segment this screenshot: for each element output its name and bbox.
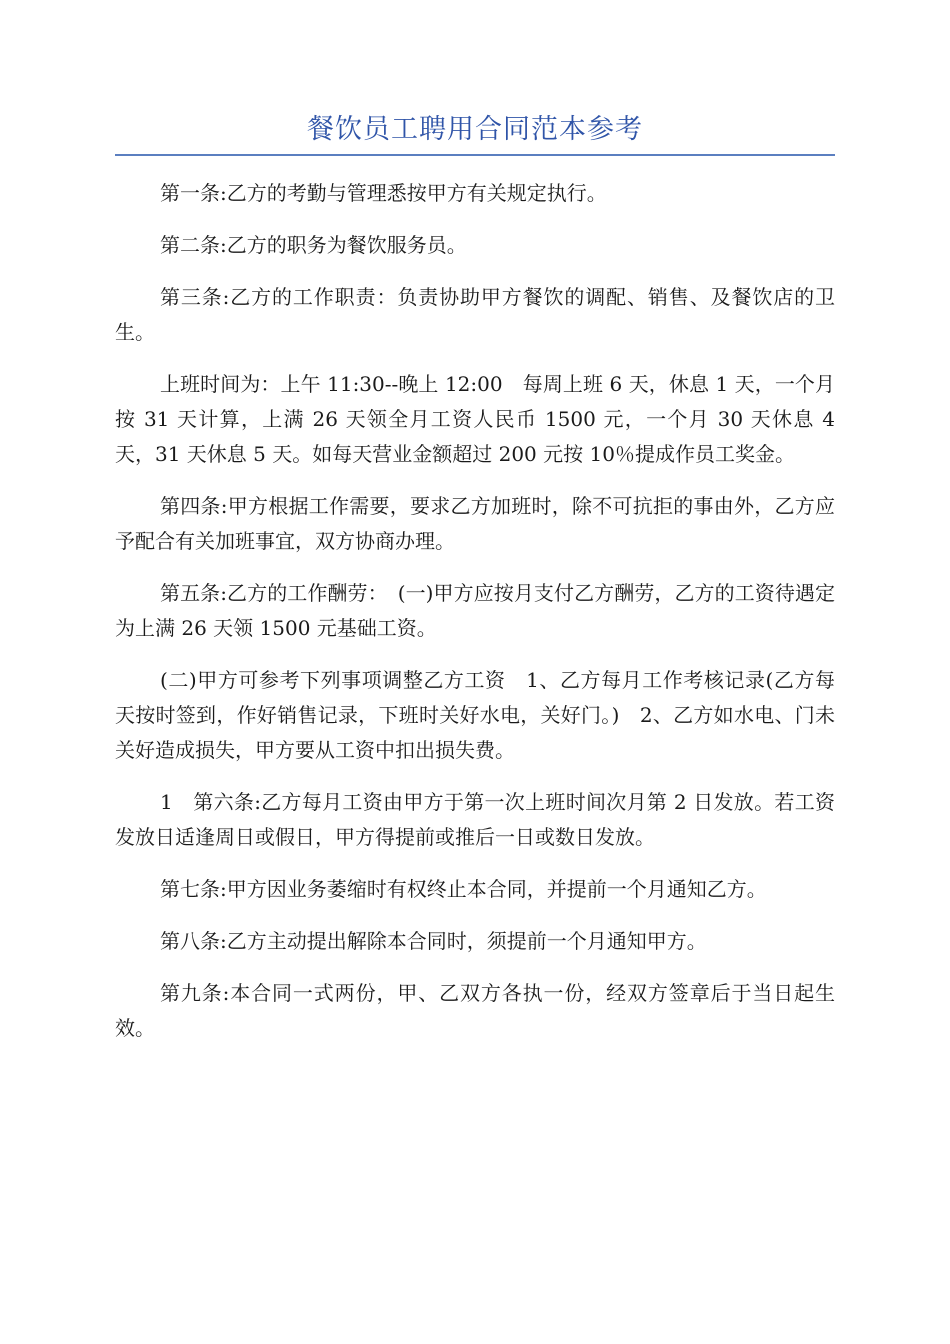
paragraph-working-hours: 上班时间为：上午 11:30--晚上 12:00 每周上班 6 天，休息 1 天，一个月按 31 天计算，上满 26 天领全月工资人民币 1500 元，一个月 30 天休息 4 天，31 天休息 5 天。如每天营业金额超过 200 元按 10％提成作员工奖金。 <box>115 372 842 466</box>
paragraph-salary-adjustment: (二)甲方可参考下列事项调整乙方工资 1、乙方每月工作考核记录(乙方每天按时签到，作好销售记录，下班时关好水电，关好门。) 2、乙方如水电、门未关好造成损失，甲方要从工资中扣出损失费。 <box>115 668 835 762</box>
document-body <box>115 176 842 1063</box>
paragraph-article-1: 第一条:乙方的考勤与管理悉按甲方有关规定执行。 <box>160 181 607 205</box>
paragraph-article-7: 第七条:甲方因业务萎缩时有权终止本合同，并提前一个月通知乙方。 <box>160 877 767 901</box>
paragraph-article-5: 第五条:乙方的工作酬劳： (一)甲方应按月支付乙方酬劳，乙方的工资待遇定为上满 26 天领 1500 元基础工资。 <box>115 581 835 640</box>
paragraph-article-3: 第三条:乙方的工作职责：负责协助甲方餐饮的调配、销售、及餐饮店的卫生。 <box>115 285 835 344</box>
paragraph-article-6: 1 第六条:乙方每月工资由甲方于第一次上班时间次月第 2 日发放。若工资发放日适逢周日或假日，甲方得提前或推后一日或数日发放。 <box>115 790 835 849</box>
paragraph-article-4: 第四条:甲方根据工作需要，要求乙方加班时，除不可抗拒的事由外，乙方应予配合有关加班事宜，双方协商办理。 <box>115 494 835 553</box>
title-underline <box>115 154 835 156</box>
paragraph-article-8: 第八条:乙方主动提出解除本合同时，须提前一个月通知甲方。 <box>160 929 707 953</box>
document-title: 餐饮员工聘用合同范本参考 <box>307 114 643 145</box>
paragraph-article-9: 第九条:本合同一式两份，甲、乙双方各执一份，经双方签章后于当日起生效。 <box>115 981 835 1040</box>
paragraph-article-2: 第二条:乙方的职务为餐饮服务员。 <box>160 233 467 257</box>
